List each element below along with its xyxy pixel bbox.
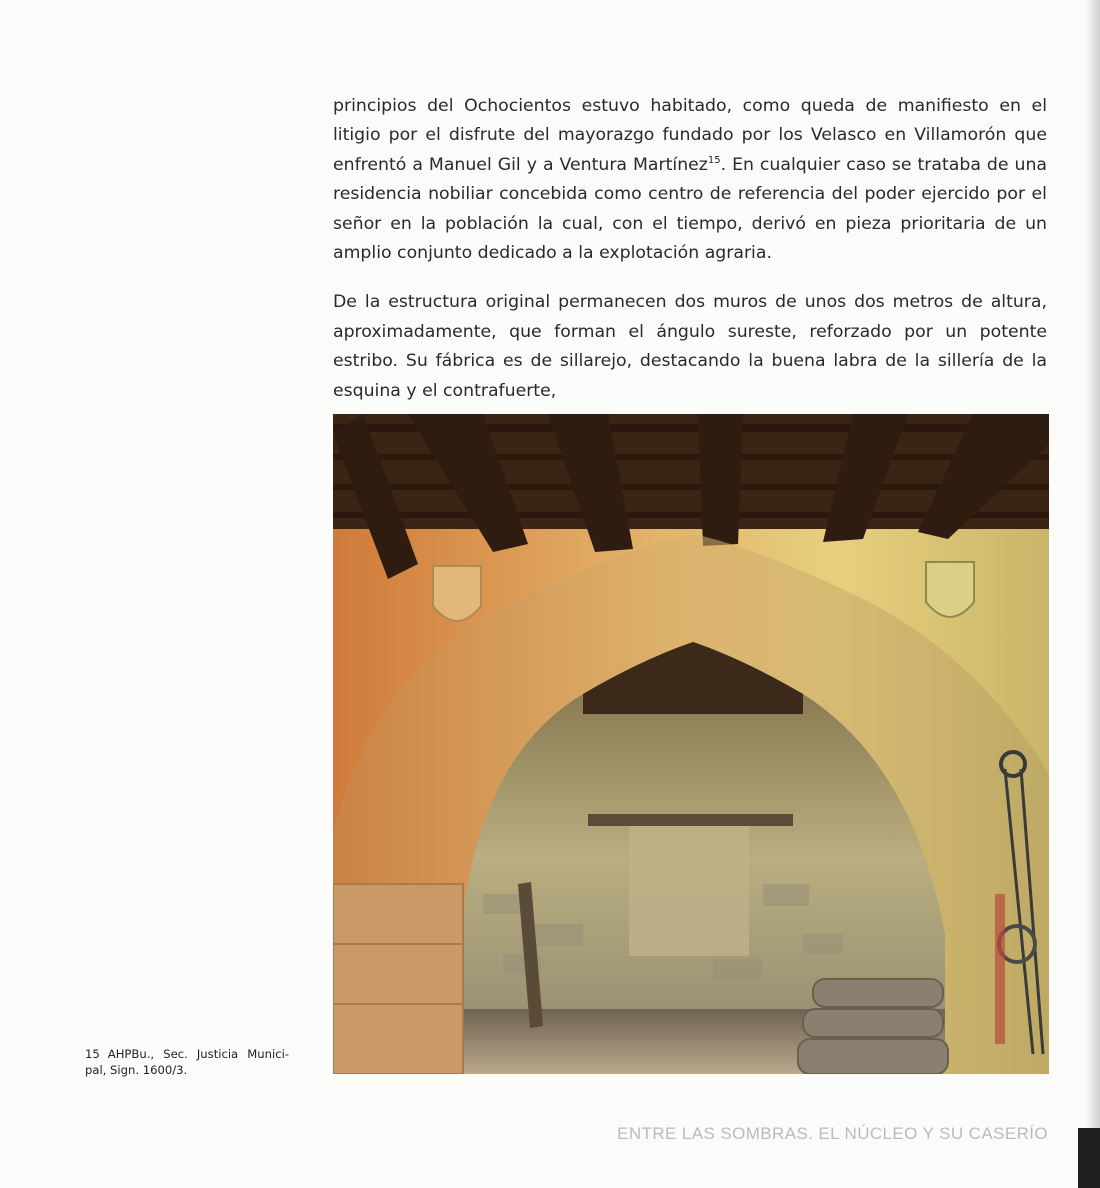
body-text xyxy=(333,92,1047,426)
footnote-text: AHPBu., Sec. Justicia Municipal, Sign. 1600/3. xyxy=(85,1047,289,1077)
page-edge-corner xyxy=(1078,1128,1100,1188)
footnote-reference[interactable]: 15 xyxy=(707,154,721,166)
paragraph-1 xyxy=(333,92,1047,268)
footnote xyxy=(85,1046,289,1078)
page-edge-shadow xyxy=(1086,0,1100,1188)
arch-photograph xyxy=(333,414,1049,1074)
paragraph-1-rest: . En cualquier caso se trataba de una residencia nobiliar concebida como centro de referencia del poder ejercido por el señor en la población la cual, con el tiempo, derivó en pieza prioritaria de un amplio conjunto dedicado a la explotación agraria. xyxy=(333,154,1047,264)
paragraph-2: De la estructura original permanecen dos muros de unos dos metros de altura, aproximadamente, que forman el ángulo sureste, reforzado por un potente estribo. Su fábrica es de sillarejo, destacando la buena labra de la sillería de la esquina y el contrafuerte, xyxy=(333,292,1047,401)
arch-photograph-illustration xyxy=(333,414,1049,1074)
paragraph-1-lead: principios del Ochocientos estuvo habitado, como queda de manifiesto en el litigio por el disfrute del mayorazgo fundado por los Velasco en Villamorón que enfrentó a Manuel Gil y a Ventura Martínez xyxy=(333,96,1047,175)
running-footer: ENTRE LAS SOMBRAS. EL NÚCLEO Y SU CASERÍO xyxy=(617,1124,1048,1143)
footnote-number: 15 xyxy=(85,1047,100,1061)
